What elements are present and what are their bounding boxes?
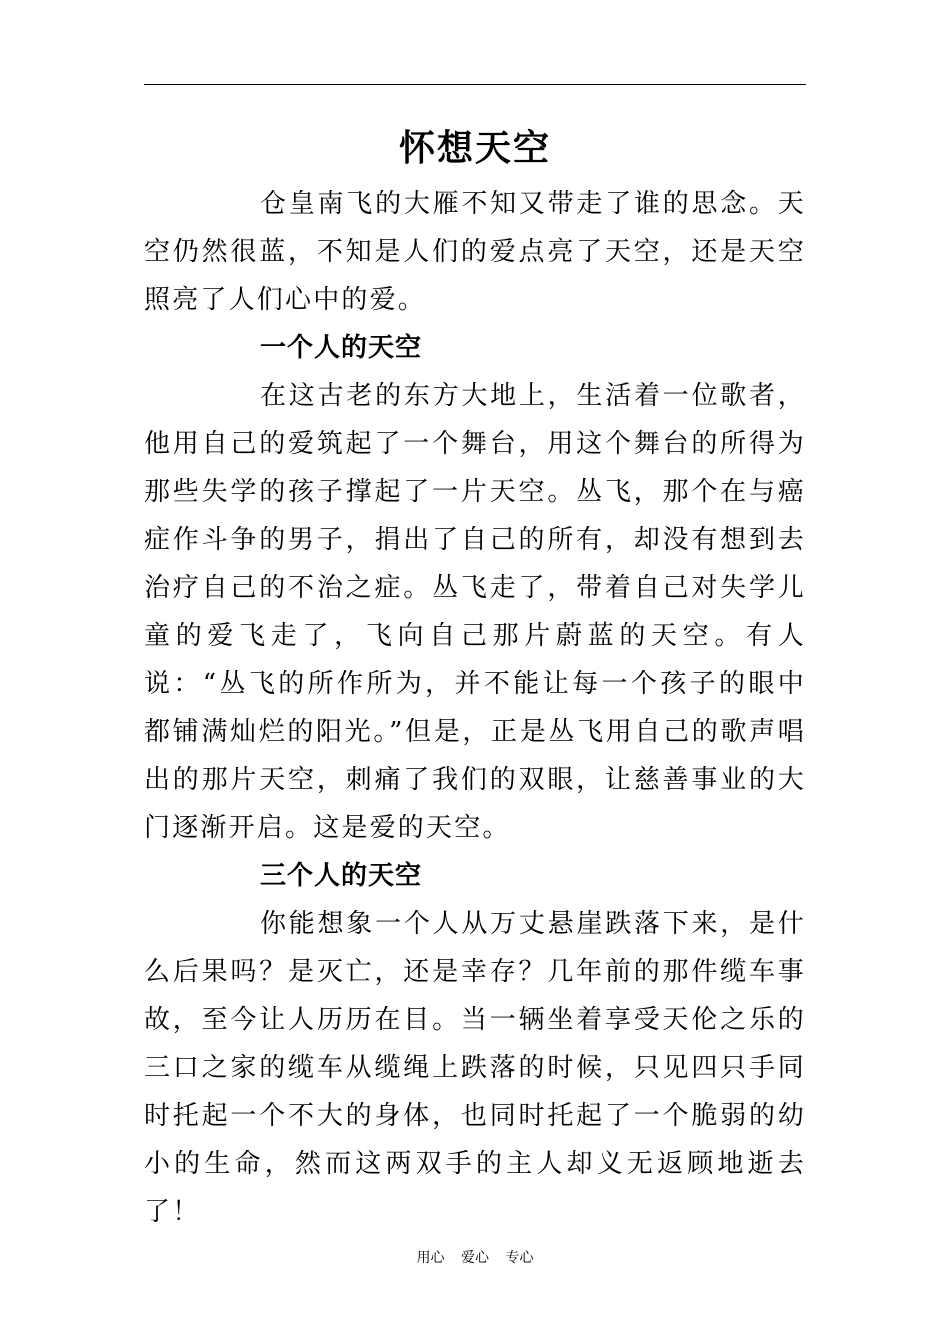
intro-paragraph: 仓皇南飞的大雁不知又带走了谁的思念。天空仍然很蓝，不知是人们的爱点亮了天空，还是天空照亮了人们心中的爱。: [144, 189, 806, 315]
article-body: [144, 180, 806, 1236]
section-paragraph: 在这古老的东方大地上，生活着一位歌者，他用自己的爱筑起了一个舞台，用这个舞台的所得为那些失学的孩子撑起了一片天空。丛飞，那个在与癌症作斗争的男子，捐出了自己的所有，却没有想到去治疗自己的不治之症。丛飞走了，带着自己对失学儿童的爱飞走了，飞向自己那片蔚蓝的天空。有人说：“丛飞的所作所为，并不能让每一个孩子的眼中都铺满灿烂的阳光。”但是，正是丛飞用自己的歌声唱出的那片天空，刺痛了我们的双眼，让慈善事业的大门逐渐开启。这是爱的天空。: [144, 381, 806, 843]
section-heading: 一个人的天空: [260, 333, 423, 363]
page-footer: 用心 爱心 专心: [416, 1250, 534, 1266]
page-title: 怀想天空: [398, 127, 551, 169]
header-rule: [144, 84, 806, 85]
section-heading: 三个人的天空: [260, 861, 423, 891]
section-paragraph: 你能想象一个人从万丈悬崖跌落下来，是什么后果吗？是灭亡，还是幸存？几年前的那件缆车事故，至今让人历历在目。当一辆坐着享受天伦之乐的三口之家的缆车从缆绳上跌落的时候，只见四只手同时托起一个不大的身体，也同时托起了一个脆弱的幼小的生命，然而这两双手的主人却义无返顾地逝去了！: [144, 909, 806, 1227]
